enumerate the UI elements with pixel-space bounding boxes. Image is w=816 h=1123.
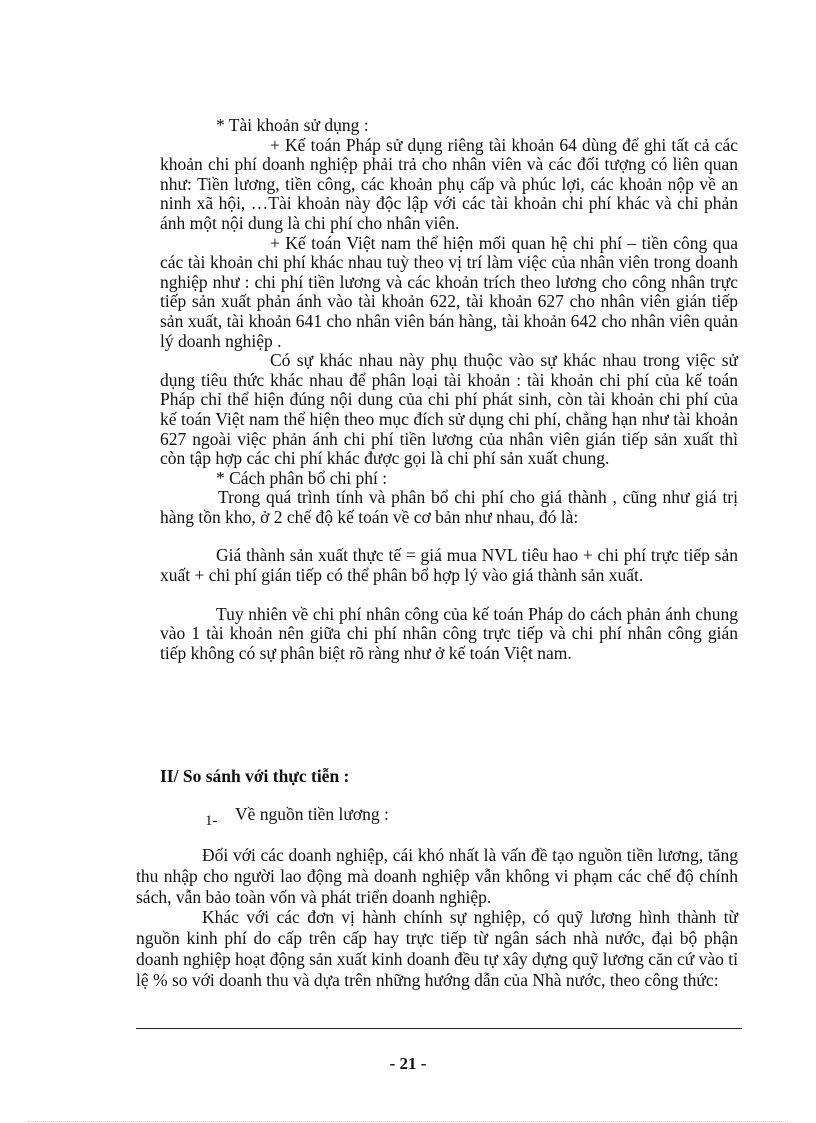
subsection-number: 1- (205, 813, 218, 829)
paragraph-labor-cost-note: Tuy nhiên về chi phí nhân công của kế toán Pháp do cách phản ánh chung vào 1 tài khoản nên giữa chi phí nhân công trực tiếp và chi phí nhân công gián tiếp không có sự phân biệt rõ ràng như ở kế toán Việt nam. (160, 603, 738, 663)
footer-rule (136, 1028, 742, 1029)
paragraph-difference-reason: Có sự khác nhau này phụ thuộc vào sự khác nhau trong việc sử dụng tiêu thức khác nhau để phân loại tài khoản : tài khoản chi phí của kế toán Pháp chỉ thể hiện đúng nội dung của chi phí phát sinh, còn tài khoản chi phí của kế toán Việt nam thể hiện theo mục đích sử dụng chi phí, chẳng hạn như tài khoản 627 ngoài việc phản ánh chi phí tiền lương của nhân viên gián tiếp sản xuất thì còn tập hợp các chi phí khác được gọi là chi phí sản xuất chung. (160, 350, 738, 469)
paragraph-french-accounting: + Kế toán Pháp sử dụng riêng tài khoản 64 dùng để ghi tất cả các khoản chi phí doanh nghiệp phải trả cho nhân viên và các đối tượng có liên quan như: Tiền lương, tiền công, các khoản phụ cấp và phúc lợi, các khoản nộp về an ninh xã hội, …Tài khoản này độc lập với các tài khoản chi phí khác và chỉ phản ánh một nội dung là chi phí cho nhân viên. (160, 134, 738, 233)
body-text-block (160, 116, 738, 663)
paragraph-cost-formula: Giá thành sản xuất thực tế = giá mua NVL tiêu hao + chi phí trực tiếp sản xuất + chi phí gián tiếp có thể phân bổ hợp lý vào giá thành sản xuất. (160, 545, 738, 586)
paragraph-cost-allocation-label: * Cách phân bổ chi phí : (216, 467, 388, 488)
page-bottom-border (28, 1121, 788, 1122)
paragraph-vietnam-accounting: + Kế toán Việt nam thể hiện mối quan hệ chi phí – tiền công qua các tài khoản chi phí khác nhau tuỳ theo vị trí làm việc của nhân viên trong doanh nghiệp như : chi phí tiền lương và các khoản trích theo lương cho công nhân trực tiếp sản xuất phản ánh vào tài khoản 622, tài khoản 627 cho nhân viên gián tiếp sản xuất, tài khoản 641 cho nhân viên bán hàng, tài khoản 642 cho nhân viên quản lý doanh nghiệp . (160, 232, 738, 351)
paragraph-wage-fund-formula-intro: Khác với các đơn vị hành chính sự nghiệp, có quỹ lương hình thành từ nguồn kinh phí do cấp trên cấp hay trực tiếp từ ngân sách nhà nước, đại bộ phận doanh nghiệp hoạt động sản xuất kinh doanh đều tự xây dựng quỹ lương căn cứ vào tỉ lệ % so với doanh thu và dựa trên những hướng dẫn của Nhà nước, theo công thức: (136, 907, 738, 990)
paragraph-cost-allocation-intro: Trong quá trình tính và phân bổ chi phí cho giá thành , cũng như giá trị hàng tồn kho, ở 2 chế độ kế toán về cơ bản như nhau, đó là: (160, 487, 738, 527)
paragraph-account-usage-label: * Tài khoản sử dụng : (216, 115, 369, 135)
subsection-label: Về nguồn tiền lương : (235, 804, 389, 824)
page-number: - 21 - (389, 1054, 427, 1073)
section-heading: II/ So sánh với thực tiễn : (160, 766, 350, 786)
paragraph-wage-source-challenge: Đối với các doanh nghiệp, cái khó nhất là vấn đề tạo nguồn tiền lương, tăng thu nhập cho người lao động mà doanh nghiệp vẫn không vi phạm các chế độ chính sách, vẫn bảo toàn vốn và phát triển doanh nghiệp. (136, 845, 738, 907)
subsection-title (205, 804, 389, 829)
body-text-block-2 (136, 845, 738, 991)
